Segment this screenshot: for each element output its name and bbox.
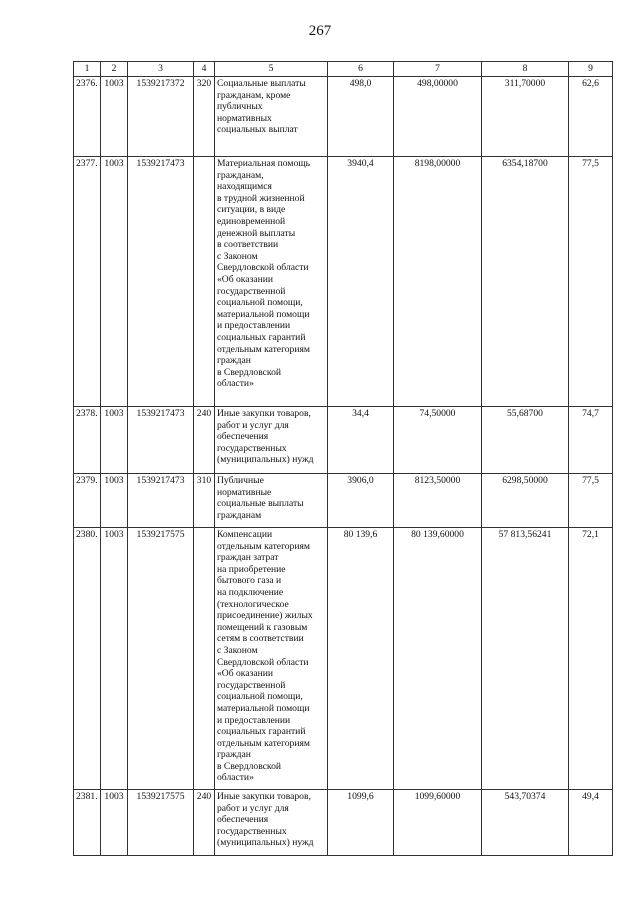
- value-col9-cell: 77,5: [569, 474, 613, 528]
- target-code-cell: 1539217575: [128, 528, 194, 790]
- target-code-cell: 1539217575: [128, 790, 194, 856]
- table-row: [74, 407, 613, 474]
- value-col7-cell: 498,00000: [394, 77, 482, 157]
- expense-type-cell: 240: [194, 790, 215, 856]
- value-col8-cell: 6298,50000: [482, 474, 569, 528]
- target-code-cell: 1539217372: [128, 77, 194, 157]
- value-col6-cell: 3906,0: [328, 474, 394, 528]
- budget-table: [73, 61, 613, 856]
- column-header: 3: [128, 62, 194, 77]
- name-cell: Иные закупки товаров, работ и услуг для обеспечения государственных (муниципальных) нужд: [215, 790, 328, 856]
- value-col8-cell: 543,70374: [482, 790, 569, 856]
- value-col9-cell: 62,6: [569, 77, 613, 157]
- section-cell: 1003: [101, 407, 128, 474]
- column-header: 2: [101, 62, 128, 77]
- name-cell: Публичные нормативные социальные выплаты гражданам: [215, 474, 328, 528]
- table-row: [74, 157, 613, 407]
- section-cell: 1003: [101, 157, 128, 407]
- row-number-cell: 2379.: [74, 474, 101, 528]
- section-cell: 1003: [101, 790, 128, 856]
- value-col7-cell: 8123,50000: [394, 474, 482, 528]
- header-row: [74, 62, 613, 77]
- name-cell: Иные закупки товаров, работ и услуг для обеспечения государственных (муниципальных) нужд: [215, 407, 328, 474]
- expense-type-cell: [194, 157, 215, 407]
- expense-type-cell: 240: [194, 407, 215, 474]
- value-col6-cell: 3940,4: [328, 157, 394, 407]
- page-number: 267: [308, 23, 332, 39]
- value-col9-cell: 72,1: [569, 528, 613, 790]
- value-col6-cell: 34,4: [328, 407, 394, 474]
- row-number-cell: 2377.: [74, 157, 101, 407]
- value-col9-cell: 49,4: [569, 790, 613, 856]
- value-col9-cell: 74,7: [569, 407, 613, 474]
- expense-type-cell: [194, 528, 215, 790]
- row-number-cell: 2376.: [74, 77, 101, 157]
- value-col8-cell: 57 813,56241: [482, 528, 569, 790]
- column-header: 8: [482, 62, 569, 77]
- value-col9-cell: 77,5: [569, 157, 613, 407]
- name-cell: Компенсации отдельным категориям граждан затрат на приобретение бытового газа и на подключение (технологическое присоединение) жилых помещений к газовым сетям в соответствии с Законом Свердловской области «Об оказании государственной социальной помощи, материальной помощи и предоставлении социальных гарантий отдельным категориям граждан в Свердловской области»: [215, 528, 328, 790]
- target-code-cell: 1539217473: [128, 407, 194, 474]
- value-col6-cell: 498,0: [328, 77, 394, 157]
- row-number-cell: 2380.: [74, 528, 101, 790]
- table-row: [74, 77, 613, 157]
- row-number-cell: 2381.: [74, 790, 101, 856]
- value-col6-cell: 1099,6: [328, 790, 394, 856]
- expense-type-cell: 320: [194, 77, 215, 157]
- table-row: [74, 528, 613, 790]
- column-header: 4: [194, 62, 215, 77]
- table-row: [74, 474, 613, 528]
- name-cell: Материальная помощь гражданам, находящимся в трудной жизненной ситуации, в виде единовременной денежной выплаты в соответствии с Законом Свердловской области «Об оказании государственной социальной помощи, материальной помощи и предоставлении социальных гарантий отдельным категориям граждан в Свердловской области»: [215, 157, 328, 407]
- column-header: 6: [328, 62, 394, 77]
- table-row: [74, 790, 613, 856]
- column-header: 9: [569, 62, 613, 77]
- expense-type-cell: 310: [194, 474, 215, 528]
- value-col6-cell: 80 139,6: [328, 528, 394, 790]
- column-header: 7: [394, 62, 482, 77]
- section-cell: 1003: [101, 77, 128, 157]
- column-header: 1: [74, 62, 101, 77]
- value-col8-cell: 55,68700: [482, 407, 569, 474]
- value-col7-cell: 80 139,60000: [394, 528, 482, 790]
- value-col8-cell: 311,70000: [482, 77, 569, 157]
- column-header: 5: [215, 62, 328, 77]
- section-cell: 1003: [101, 474, 128, 528]
- name-cell: Социальные выплаты гражданам, кроме публичных нормативных социальных выплат: [215, 77, 328, 157]
- target-code-cell: 1539217473: [128, 474, 194, 528]
- value-col7-cell: 74,50000: [394, 407, 482, 474]
- value-col7-cell: 1099,60000: [394, 790, 482, 856]
- section-cell: 1003: [101, 528, 128, 790]
- value-col7-cell: 8198,00000: [394, 157, 482, 407]
- target-code-cell: 1539217473: [128, 157, 194, 407]
- value-col8-cell: 6354,18700: [482, 157, 569, 407]
- row-number-cell: 2378.: [74, 407, 101, 474]
